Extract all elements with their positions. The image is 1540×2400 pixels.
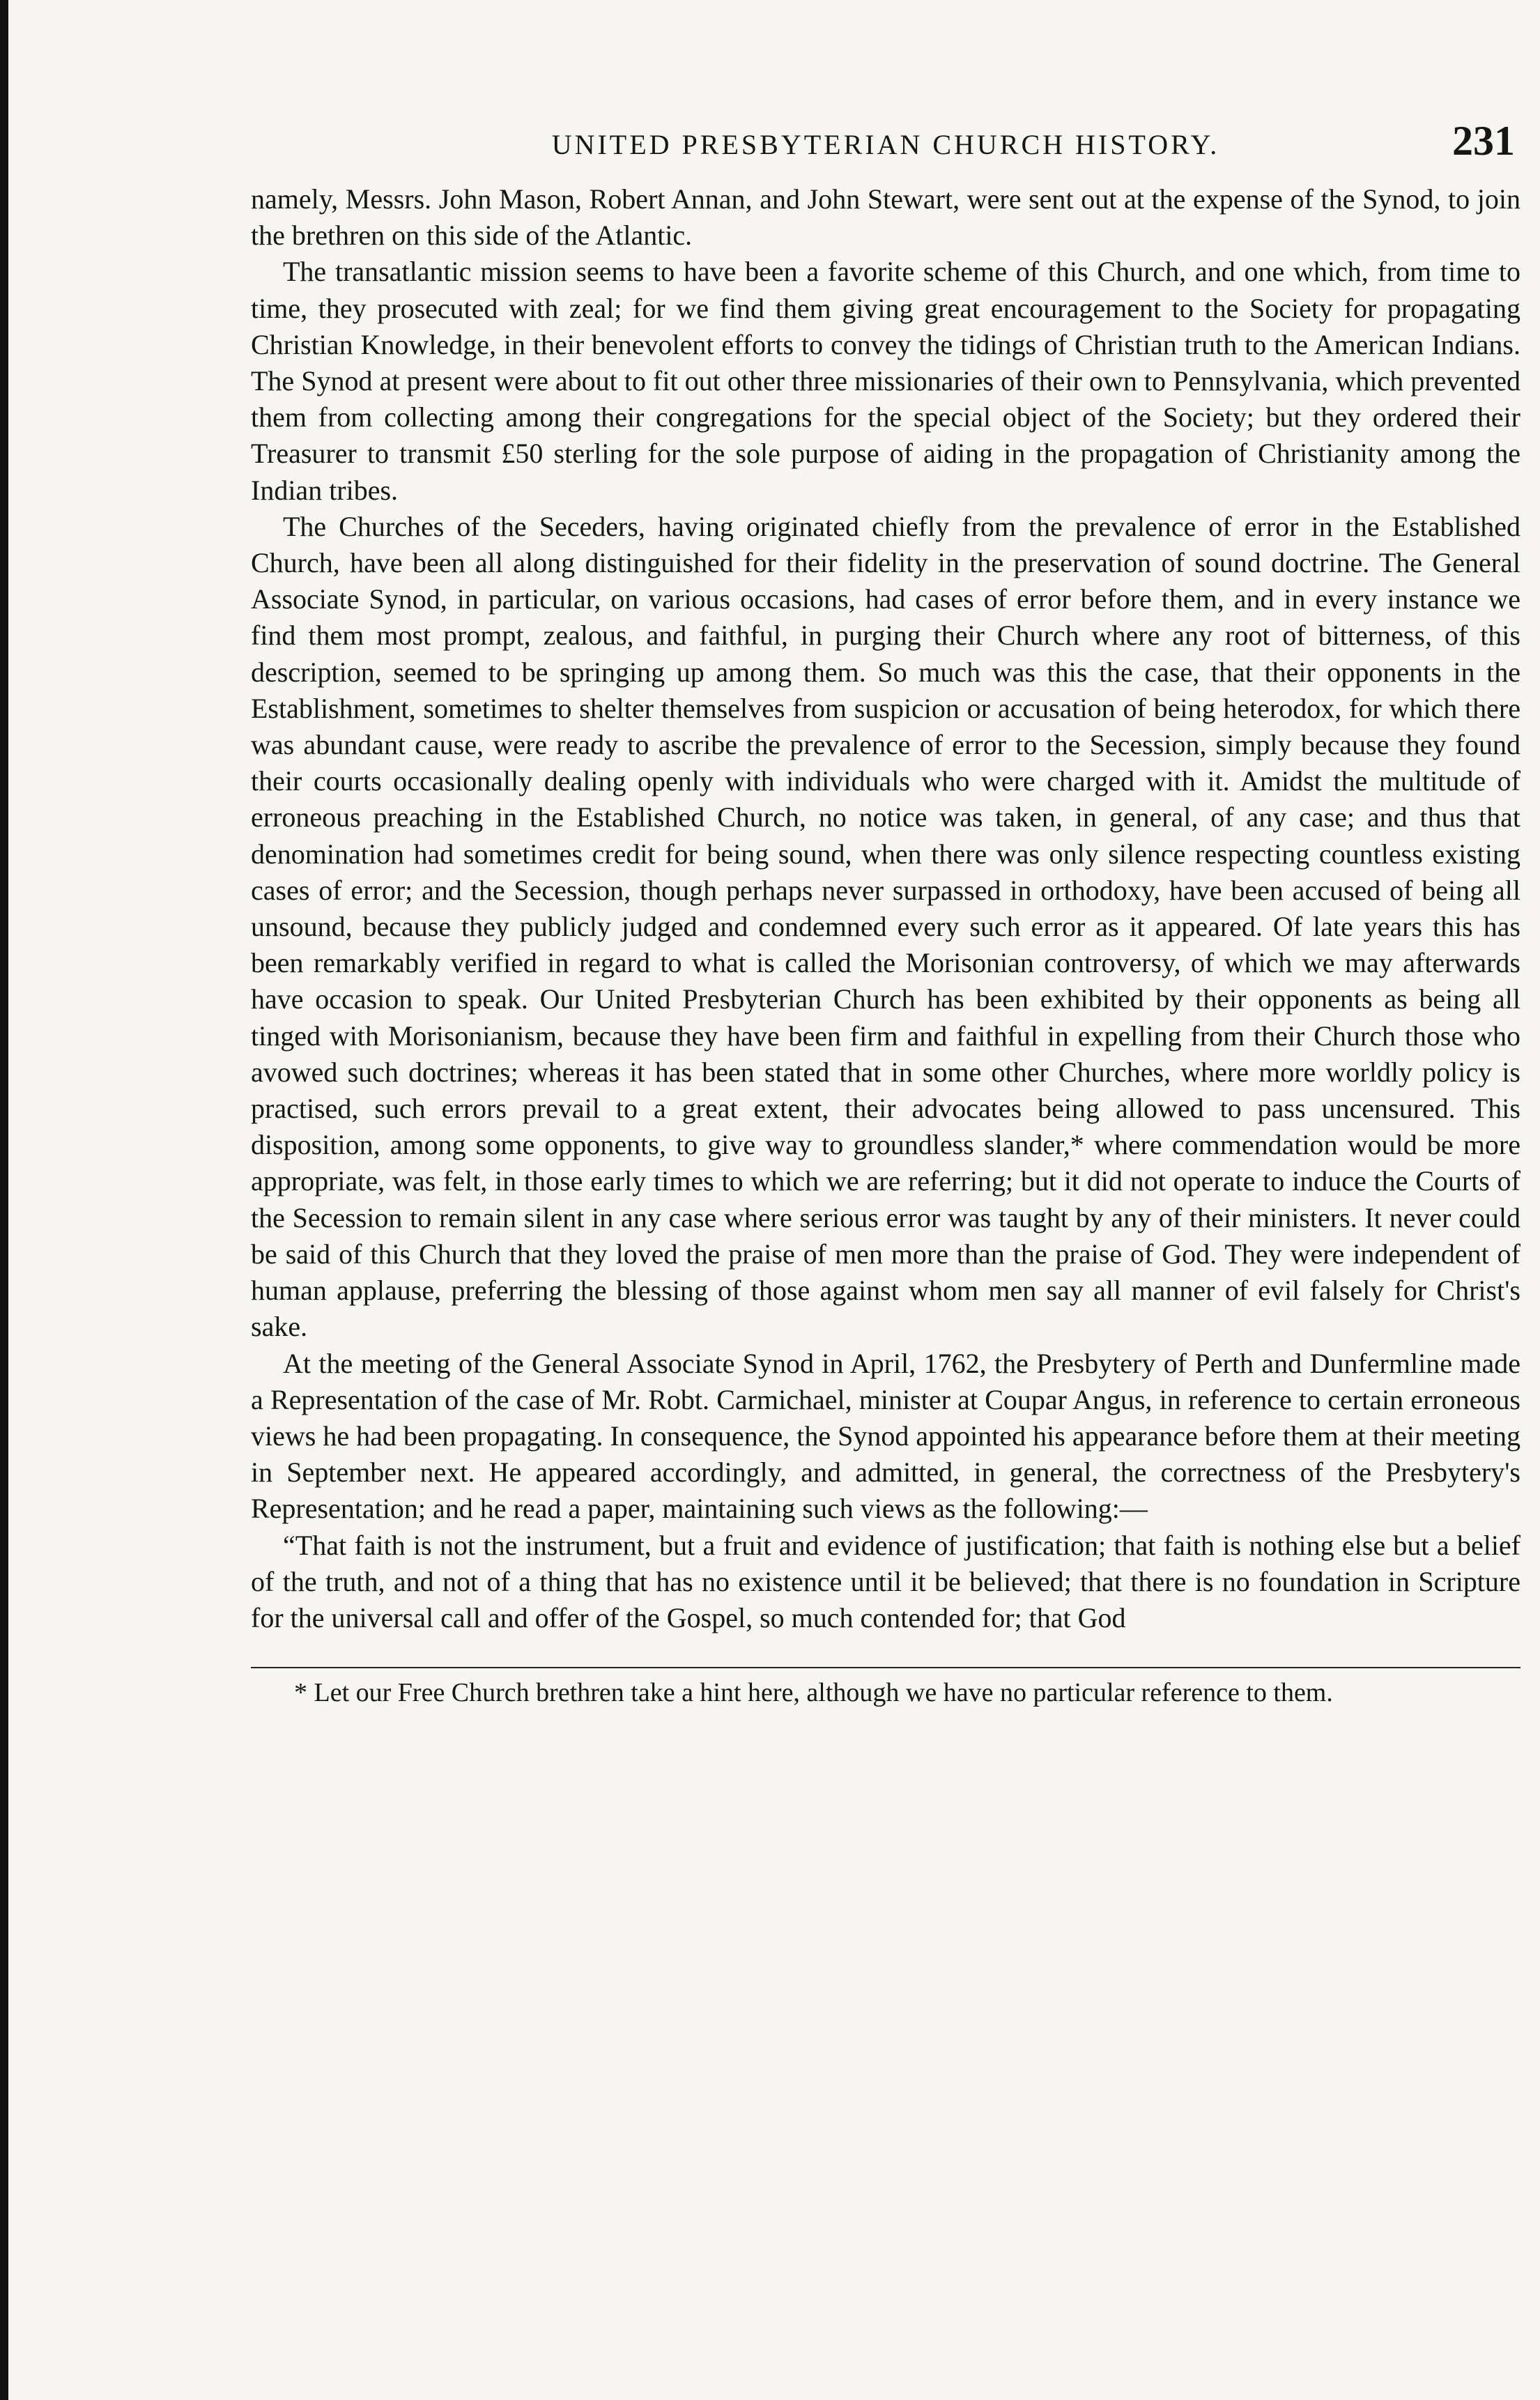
paragraph-carmichael-case: At the meeting of the General Associate Synod in April, 1762, the Presbytery of Perth and Dunfermline made a Representation of the case of Mr. Robt. Carmichael, minister at Coupar Angus, in reference to certain erroneous views he had been propagating. In consequence, the Synod appointed his appearance before them at their meeting in September next. He appeared accordingly, and admitted, in general, the correctness of the Presbytery's Representation; and he read a paper, maintaining such views as the following:— [251, 1347, 1520, 1525]
footnote-rule [251, 1667, 1520, 1668]
page-number: 231 [1452, 118, 1515, 164]
paragraph-continuation: namely, Messrs. John Mason, Robert Annan, and John Stewart, were sent out at the expense of the Synod, to join the brethren on this side of the Atlantic. [251, 183, 1520, 252]
running-title: UNITED PRESBYTERIAN CHURCH HISTORY. [551, 129, 1220, 160]
paragraph-seceders-doctrine: The Churches of the Seceders, having originated chiefly from the prevalence of error in the Established Church, have been all along distinguished for their fidelity in the preservation of sound doctrine. The General Associate Synod, in particular, on various occasions, had cases of error before them, and in every instance we find them most prompt, zealous, and faithful, in purging their Church where any root of bitterness, of this description, seemed to be springing up among them. So much was this the case, that their opponents in the Establishment, sometimes to shelter themselves from suspicion or accusation of being heterodox, for which there was abundant cause, were ready to ascribe the prevalence of error to the Secession, simply because they found their courts occasionally dealing openly with individuals who were charged with it. Amidst the multitude of erroneous preaching in the Established Church, no notice was taken, in general, of any case; and thus that denomination had sometimes credit for being sound, when there was only silence respecting countless existing cases of error; and the Secession, though perhaps never surpassed in orthodoxy, have been accused of being all unsound, because they publicly judged and condemned every such error as it appeared. Of late years this has been remarkably verified in regard to what is called the Morisonian controversy, of which we may afterwards have occasion to speak. Our United Presbyterian Church has been exhibited by their opponents as being all tinged with Morisonianism, because they have been firm and faithful in expelling from their Church those who avowed such doctrines; whereas it has been stated that in some other Churches, where more worldly policy is practised, such errors prevail to a great extent, their advocates being allowed to pass uncensured. This disposition, among some opponents, to give way to groundless slander,* where commendation would be more appropriate, was felt, in those early times to which we are referring; but it did not operate to induce the Courts of the Secession to remain silent in any case where serious error was taught by any of their ministers. It never could be said of this Church that they loved the praise of men more than the praise of God. They were independent of human applause, preferring the blessing of those against whom men say all manner of evil falsely for Christ's sake. [251, 510, 1520, 1343]
paragraph-quotation: “That faith is not the instrument, but a fruit and evidence of justification; that faith is nothing else but a belief of the truth, and not of a thing that has no existence until it be believed; that there is no foundation in Scripture for the universal call and offer of the Gospel, so much contended for; that God [251, 1529, 1520, 1633]
page-header [251, 105, 1520, 181]
footnote-text: * Let our Free Church brethren take a hint here, although we have no particular reference to them. [294, 1678, 1333, 1708]
book-spine-edge [0, 0, 8, 2400]
footnote [251, 1675, 1520, 1710]
paragraph-transatlantic-mission: The transatlantic mission seems to have been a favorite scheme of this Church, and one which, from time to time, they prosecuted with zeal; for we find them giving great encouragement to the Society for propagating Christian Knowledge, in their benevolent efforts to convey the tidings of Christian truth to the American Indians. The Synod at present were about to fit out other three missionaries of their own to Pennsylvania, which prevented them from collecting among their congregations for the special object of the Society; but they ordered their Treasurer to transmit £50 sterling for the sole purpose of aiding in the propagation of Christianity among the Indian tribes. [251, 256, 1520, 506]
book-page [251, 105, 1520, 1710]
body-text [251, 181, 1520, 1636]
